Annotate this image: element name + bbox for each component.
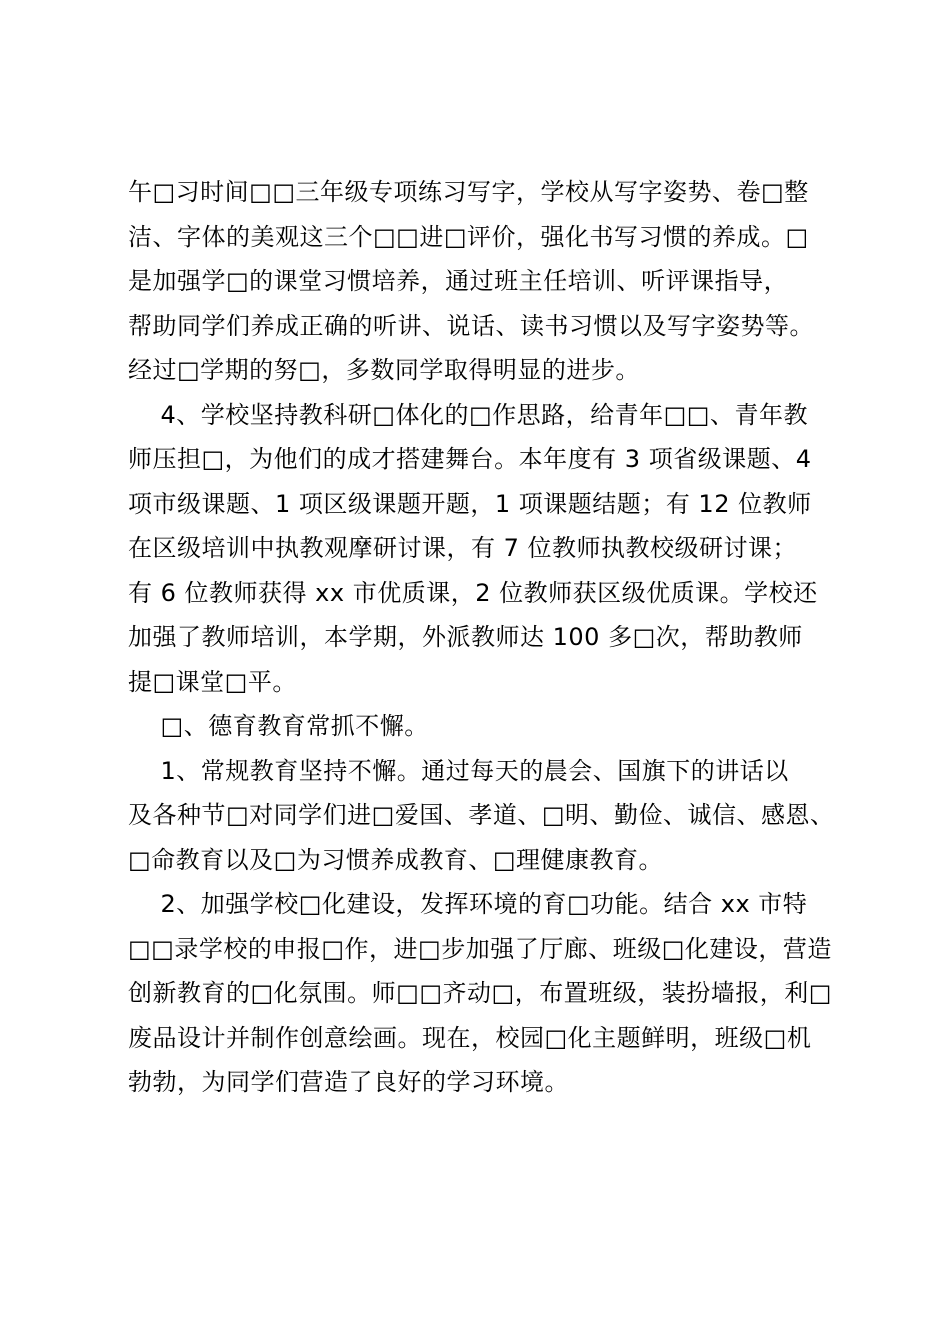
- text-line: 在区级培训中执教观摩研讨课，有 7 位教师执教校级研讨课；: [128, 534, 798, 562]
- text-line: 项市级课题、1 项区级课题开题，1 项课题结题；有 12 位教师: [128, 489, 812, 518]
- body-text: [128, 170, 848, 1105]
- text-line: 帮助同学们养成正确的听讲、说话、读书习惯以及写字姿势等。: [128, 311, 814, 340]
- text-line: 及各种节□对同学们进□爱国、孝道、□明、勤俭、诚信、感恩、: [128, 801, 835, 829]
- text-line: 1、常规教育坚持不懈。通过每天的晨会、国旗下的讲话以: [128, 756, 789, 785]
- text-line: 提□课堂□平。: [128, 667, 297, 696]
- text-line: □命教育以及□为习惯养成教育、□理健康教育。: [128, 845, 664, 874]
- text-line: 是加强学□的课堂习惯培养，通过班主任培训、听评课指导，: [128, 267, 789, 295]
- text-line: 洁、字体的美观这三个□□进□评价，强化书写习惯的养成。□: [128, 222, 809, 251]
- text-line: 废品设计并制作创意绘画。现在，校园□化主题鲜明，班级□机: [128, 1023, 812, 1052]
- text-line: 师压担□，为他们的成才搭建舞台。本年度有 3 项省级课题、4: [128, 445, 812, 473]
- text-line: □□录学校的申报□作，进□步加强了厅廊、班级□化建设，营造: [128, 934, 832, 963]
- text-line: 勃勃，为同学们营造了良好的学习环境。: [128, 1068, 569, 1096]
- text-line: 加强了教师培训，本学期，外派教师达 100 多□次，帮助教师: [128, 623, 803, 651]
- text-line: 4、学校坚持教科研□体化的□作思路，给青年□□、青年教: [128, 400, 808, 429]
- section-heading: □、德育教育常抓不懈。: [128, 712, 429, 740]
- text-line: 经过□学期的努□，多数同学取得明显的进步。: [128, 356, 640, 384]
- text-line: 有 6 位教师获得 xx 市优质课，2 位教师获区级优质课。学校还: [128, 578, 818, 607]
- text-line: 2、加强学校□化建设，发挥环境的育□功能。结合 xx 市特: [128, 890, 808, 918]
- text-line: 创新教育的□化氛围。师□□齐动□，布置班级，装扮墙报，利□: [128, 979, 832, 1007]
- text-line: 午□习时间□□三年级专项练习写字，学校从写字姿势、卷□整: [128, 178, 809, 206]
